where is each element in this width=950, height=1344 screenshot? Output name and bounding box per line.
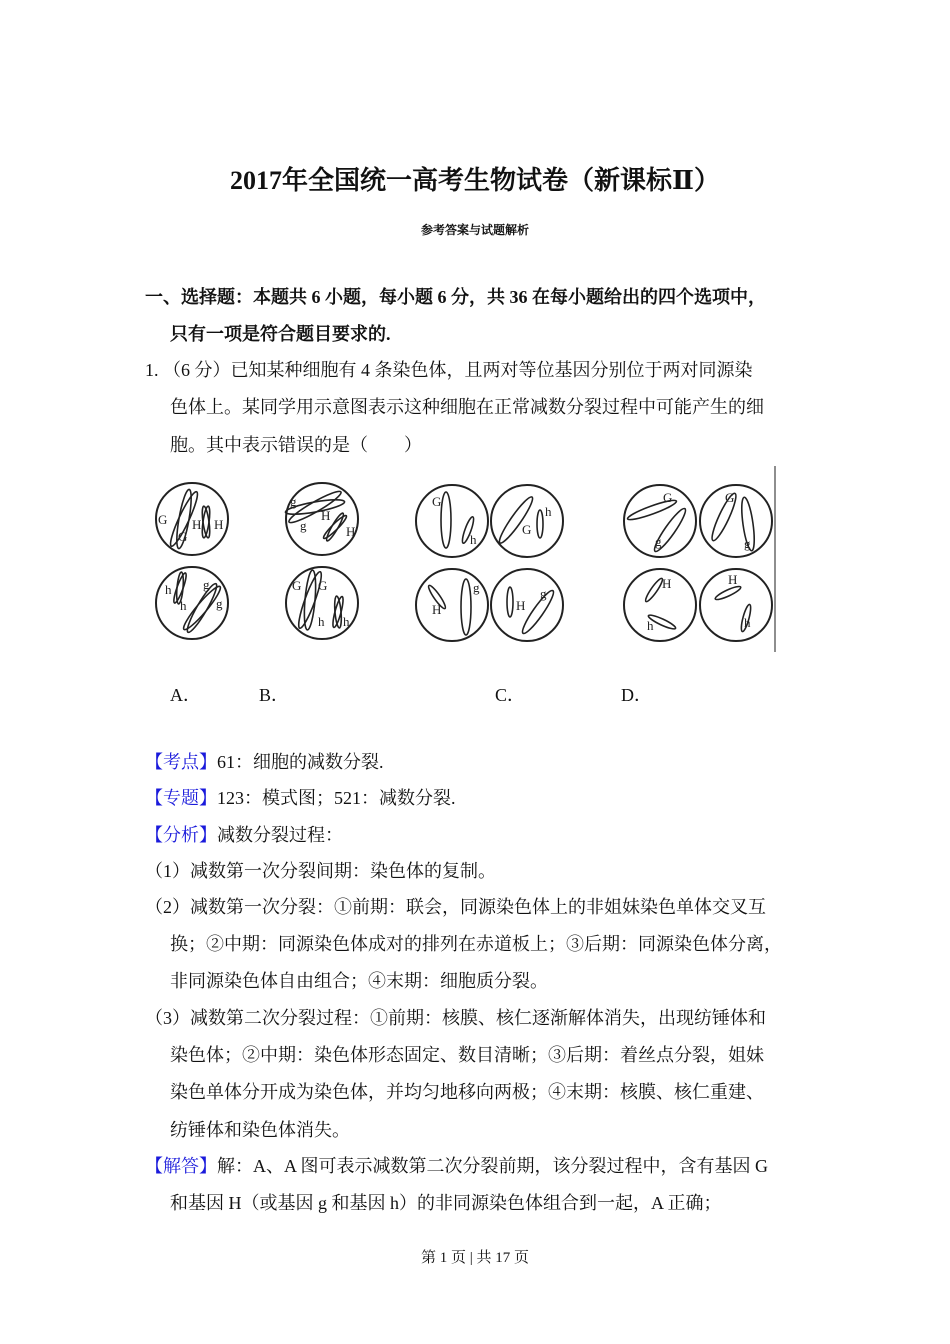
svg-text:H: H xyxy=(192,517,202,532)
question-text: 胞。其中表示错误的是（ ） xyxy=(170,435,422,455)
svg-text:g: g xyxy=(540,586,547,601)
section-heading-cont: 只有一项是符合题目要求的. xyxy=(170,324,391,344)
svg-text:g: g xyxy=(473,580,480,595)
svg-text:g: g xyxy=(300,518,307,533)
page-title: 2017年全国统一高考生物试卷（新课标Ⅱ） xyxy=(230,166,720,195)
kaodian-tag: 【考点】 xyxy=(145,752,217,772)
question-text: 1. （6 分）已知某种细胞有 4 条染色体，且两对等位基因分别位于两对同源染 xyxy=(145,360,753,380)
zhuanti-tag: 【专题】 xyxy=(145,788,217,808)
svg-text:G: G xyxy=(318,578,328,593)
svg-text:H: H xyxy=(321,508,331,523)
option-c: C． xyxy=(495,685,526,705)
svg-text:h: h xyxy=(165,582,172,597)
svg-text:G: G xyxy=(178,529,188,544)
figure-cell-c4 xyxy=(491,569,563,641)
svg-text:h: h xyxy=(744,615,751,630)
jieda-line: 和基因 H（或基因 g 和基因 h）的非同源染色体组合到一起，A 正确； xyxy=(170,1193,722,1213)
kaodian-line xyxy=(145,751,384,773)
svg-text:H: H xyxy=(728,572,738,587)
svg-text:h: h xyxy=(647,618,654,633)
figure-cell-d1 xyxy=(624,485,696,557)
svg-text:H: H xyxy=(516,598,526,613)
figure-cell-d2 xyxy=(700,485,772,557)
page-footer: 第 1 页 | 共 17 页 xyxy=(420,1250,529,1266)
kaodian-text: 61：细胞的减数分裂. xyxy=(217,752,384,772)
figure-cell-c2 xyxy=(491,485,563,557)
svg-text:H: H xyxy=(432,602,442,617)
svg-text:h: h xyxy=(470,532,477,547)
analysis-line: 非同源染色体自由组合；④末期：细胞质分裂。 xyxy=(170,971,548,991)
svg-text:h: h xyxy=(318,614,325,629)
jieda-tag: 【解答】 xyxy=(145,1156,217,1176)
svg-text:g: g xyxy=(216,596,223,611)
jieda-text: 解：A、A 图可表示减数第二次分裂前期，该分裂过程中，含有基因 G xyxy=(217,1156,769,1176)
svg-text:H: H xyxy=(662,576,672,591)
svg-text:g: g xyxy=(744,536,751,551)
svg-text:h: h xyxy=(343,614,350,629)
figure-cell-c1 xyxy=(416,485,488,557)
analysis-line: （3）减数第二次分裂过程：①前期：核膜、核仁逐渐解体消失，出现纺锤体和 xyxy=(145,1008,766,1028)
zhuanti-line xyxy=(145,787,456,809)
svg-text:G: G xyxy=(663,490,673,505)
figure-cell-b2 xyxy=(286,567,358,639)
fenxi-tag: 【分析】 xyxy=(145,825,217,845)
fenxi-line xyxy=(145,824,343,846)
svg-text:G: G xyxy=(522,522,532,537)
svg-text:G: G xyxy=(158,512,168,527)
option-a: A． xyxy=(170,685,201,705)
analysis-line: 换；②中期：同源染色体成对的排列在赤道板上；③后期：同源染色体分离， xyxy=(170,934,782,954)
analysis-line: 染色单体分开成为染色体，并均匀地移向两极；④末期：核膜、核仁重建、 xyxy=(170,1082,764,1102)
fenxi-text: 减数分裂过程： xyxy=(217,825,343,845)
option-d: D． xyxy=(621,685,652,705)
figure-cell-a2 xyxy=(156,567,228,639)
svg-text:H: H xyxy=(346,524,356,539)
figure-cell-c3 xyxy=(416,569,488,641)
analysis-line: 染色体；②中期：染色体形态固定、数目清晰；③后期：着丝点分裂，姐妹 xyxy=(170,1045,764,1065)
svg-text:h: h xyxy=(545,504,552,519)
analysis-line: （2）减数第一次分裂：①前期：联会，同源染色体上的非姐妹染色单体交叉互 xyxy=(145,897,766,917)
question-text: 色体上。某同学用示意图表示这种细胞在正常减数分裂过程中可能产生的细 xyxy=(170,397,764,417)
svg-text:G: G xyxy=(725,490,735,505)
page-subtitle: 参考答案与试题解析 xyxy=(420,223,529,237)
jieda-line xyxy=(145,1155,768,1177)
figure-cell-a1 xyxy=(156,483,228,555)
zhuanti-text: 123：模式图；521：减数分裂. xyxy=(217,788,456,808)
figure-cell-d3 xyxy=(624,569,696,641)
svg-text:g: g xyxy=(290,494,297,509)
analysis-line: （1）减数第一次分裂间期：染色体的复制。 xyxy=(145,861,496,881)
figure-cell-b1 xyxy=(285,483,358,555)
svg-text:g: g xyxy=(203,577,210,592)
section-heading: 一、选择题：本题共 6 小题，每小题 6 分，共 36 在每小题给出的四个选项中， xyxy=(145,287,766,307)
analysis-line: 纺锤体和染色体消失。 xyxy=(170,1120,350,1140)
svg-text:H: H xyxy=(214,517,224,532)
svg-text:g: g xyxy=(655,534,662,549)
svg-text:G: G xyxy=(432,494,442,509)
question-figure xyxy=(150,462,780,654)
figure-cell-d4 xyxy=(700,569,772,641)
svg-text:h: h xyxy=(180,598,187,613)
option-b: B． xyxy=(259,685,290,705)
svg-text:G: G xyxy=(292,578,302,593)
